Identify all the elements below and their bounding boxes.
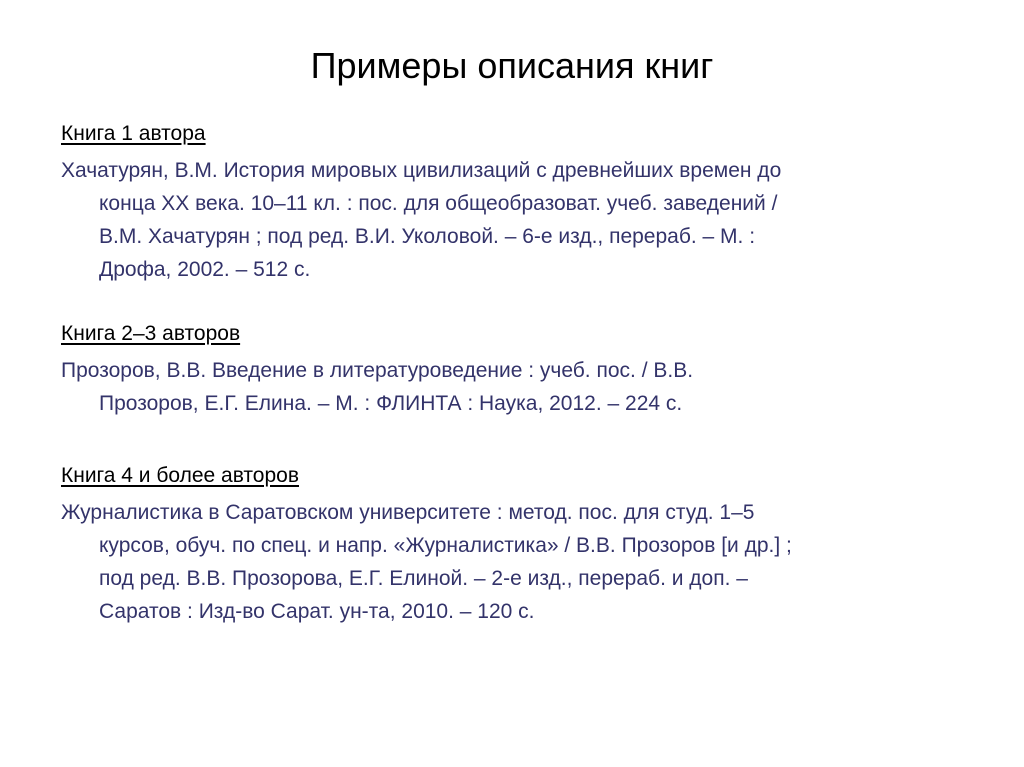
entry-line: конца XX века. 10–11 кл. : пос. для общеобразоват. учеб. заведений / bbox=[99, 192, 778, 215]
entry-line: под ред. В.В. Прозорова, Е.Г. Елиной. – 2-е изд., перераб. и доп. – bbox=[99, 567, 748, 590]
entry-line: Дрофа, 2002. – 512 с. bbox=[99, 258, 311, 281]
entry-line: В.М. Хачатурян ; под ред. В.И. Уколовой. – 6-е изд., перераб. – М. : bbox=[99, 225, 756, 248]
slide-title: Примеры описания книг bbox=[310, 45, 714, 86]
entry-line: курсов, обуч. по спец. и напр. «Журналистика» / В.В. Прозоров [и др.] ; bbox=[99, 534, 792, 557]
entry-line: Хачатурян, В.М. История мировых цивилизаций с древнейших времен до bbox=[61, 159, 782, 182]
section-single-author bbox=[61, 120, 961, 286]
entry-line: Прозоров, Е.Г. Елина. – М. : ФЛИНТА : Наука, 2012. – 224 с. bbox=[99, 392, 683, 415]
entry-line: Журналистика в Саратовском университете : метод. пос. для студ. 1–5 bbox=[61, 501, 755, 524]
section-four-plus-authors bbox=[61, 462, 961, 628]
bibliographic-entry bbox=[61, 154, 961, 286]
section-heading: Книга 4 и более авторов bbox=[61, 464, 299, 487]
section-heading: Книга 2–3 авторов bbox=[61, 322, 241, 345]
entry-line: Прозоров, В.В. Введение в литературоведение : учеб. пос. / В.В. bbox=[61, 359, 694, 382]
entry-line: Саратов : Изд-во Сарат. ун-та, 2010. – 120 с. bbox=[99, 600, 535, 623]
section-heading: Книга 1 автора bbox=[61, 122, 206, 145]
bibliographic-entry bbox=[61, 354, 961, 420]
bibliographic-entry bbox=[61, 496, 961, 628]
section-two-three-authors bbox=[61, 320, 961, 420]
